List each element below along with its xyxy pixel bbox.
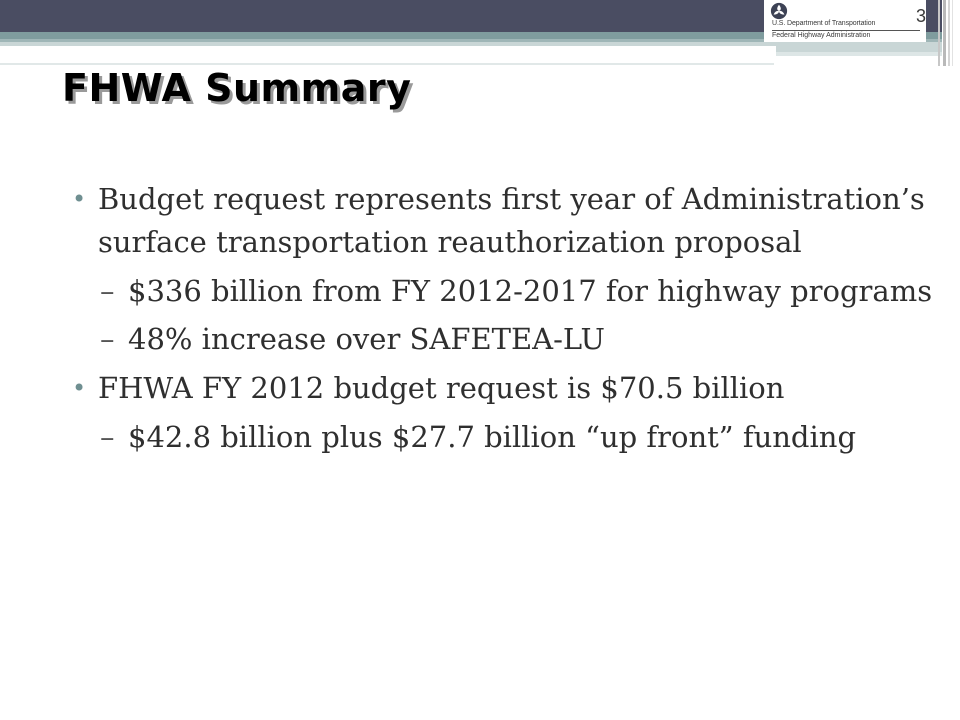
frame-bar	[952, 0, 953, 66]
sub-bullet-item	[70, 417, 940, 458]
header-underline	[0, 63, 774, 65]
dot-logo	[764, 0, 926, 42]
slide-content	[70, 178, 940, 458]
slide-title: FHWA Summary	[62, 66, 412, 110]
bullet-text: Budget request represents first year of Administration’s surface transportation reauthorization proposal	[98, 182, 925, 259]
logo-department-text: U.S. Department of Transportation	[772, 20, 876, 27]
sub-bullet-item	[70, 319, 940, 360]
sub-bullet-marker: –	[100, 322, 115, 356]
logo-agency-text: Federal Highway Administration	[772, 32, 871, 39]
frame-bar	[938, 0, 940, 66]
bullet-marker: •	[72, 374, 87, 402]
bullet-text: FHWA FY 2012 budget request is $70.5 billion	[98, 371, 785, 405]
bullet-item	[70, 178, 940, 264]
dot-triskelion-icon	[770, 2, 788, 20]
slide-number: 3	[915, 6, 926, 26]
header-step-stripe-light	[776, 52, 942, 56]
frame-bar	[943, 0, 946, 66]
sub-bullet-item	[70, 271, 940, 312]
logo-divider	[772, 30, 920, 31]
sub-bullet-text: $42.8 billion plus $27.7 billion “up front” funding	[128, 420, 857, 454]
sub-bullet-marker: –	[100, 420, 115, 454]
bullet-marker: •	[72, 185, 87, 213]
frame-bar	[948, 0, 950, 66]
bullet-item	[70, 367, 940, 410]
sub-bullet-marker: –	[100, 274, 115, 308]
sub-bullet-text: 48% increase over SAFETEA-LU	[128, 322, 605, 356]
sub-bullet-text: $336 billion from FY 2012-2017 for highway programs	[128, 274, 933, 308]
